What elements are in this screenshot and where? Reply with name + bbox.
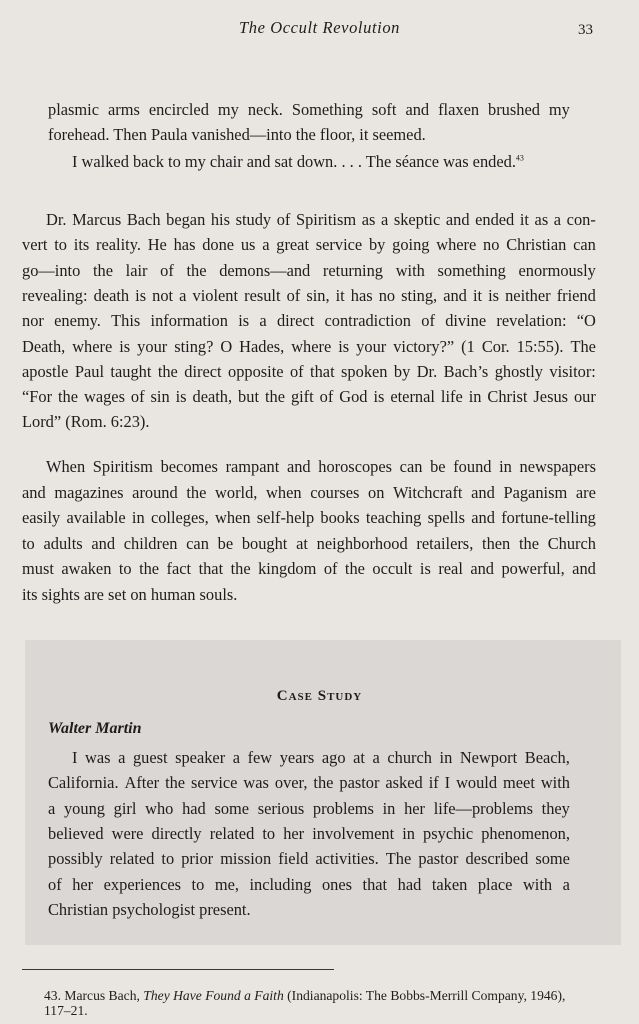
text-line	[46, 210, 596, 230]
justified-line: easily available in colleges, when self-help books teaching spells and fortune-telling	[22, 508, 596, 527]
text-line: its sights are set on human souls.	[22, 584, 238, 604]
running-header-title: The Occult Revolution	[238, 18, 401, 37]
justified-line: Dr. Marcus Bach began his study of Spiritism as a skeptic and ended it as a con-	[46, 210, 596, 229]
justified-line: of her experiences to me, including ones that had taken place with a	[48, 874, 570, 894]
footnote-book-title: They Have Found a Faith	[143, 988, 284, 1003]
footnote-line: 117–21.	[44, 1003, 88, 1018]
footnote-ref: 43	[515, 153, 524, 163]
text-line	[48, 875, 570, 895]
text-line	[72, 748, 570, 768]
justified-line: possibly related to prior mission field activities. The pastor described some	[48, 849, 570, 869]
text-line: Christian psychologist present.	[48, 899, 251, 919]
text-line	[22, 387, 596, 407]
text-line	[46, 457, 596, 477]
text-line	[22, 362, 596, 382]
justified-line: nor enemy. This information is a direct contradiction of divine revelation: “O	[22, 311, 596, 331]
text-line	[48, 773, 570, 793]
quote-line: forehead. Then Paula vanished—into the floor, it seemed.	[48, 125, 426, 144]
justified-line: apostle Paul taught the direct opposite of that spoken by Dr. Bach’s ghostly visitor:	[22, 361, 596, 381]
text-line	[22, 261, 596, 281]
text-line	[22, 483, 596, 503]
justified-line: revealing: death is not a violent result of sin, it has no sting, and it is neither friend	[22, 285, 596, 305]
quote-line	[48, 100, 570, 120]
quote-line	[72, 152, 524, 172]
text-line	[22, 508, 596, 528]
text-line	[22, 559, 596, 579]
case-study-author: Walter Martin	[48, 720, 142, 737]
justified-line: plasmic arms encircled my neck. Something soft and flaxen brushed my	[48, 100, 570, 119]
text-line	[22, 235, 596, 255]
justified-line: go—into the lair of the demons—and returning with something enormously	[22, 260, 596, 280]
justified-line: California. After the service was over, the pastor asked if I would meet with	[48, 773, 570, 793]
justified-line: a young girl who had some serious problems in her life—problems they	[48, 798, 570, 818]
justified-line: “For the wages of sin is death, but the gift of God is eternal life in Christ Jesus our	[22, 387, 596, 407]
justified-line: I was a guest speaker a few years ago at a church in Newport Beach,	[72, 748, 570, 767]
text-line	[22, 534, 596, 554]
text-line	[22, 337, 596, 357]
quote-text: I walked back to my chair and sat down. . . . The séance was ended.	[72, 152, 516, 171]
justified-line: When Spiritism becomes rampant and horoscopes can be found in newspapers	[46, 457, 596, 476]
footnote-line	[44, 987, 565, 1005]
justified-line: believed were directly related to her involvement in psychic phenomenon,	[48, 823, 570, 843]
footnote-rule	[22, 969, 334, 970]
justified-line: vert to its reality. He has done us a great service by going where no Christian can	[22, 235, 596, 255]
page-number: 33	[578, 22, 593, 38]
text-line	[48, 799, 570, 819]
justified-line: Death, where is your sting? O Hades, where is your victory?” (1 Cor. 15:55). The	[22, 336, 596, 356]
justified-line: must awaken to the fact that the kingdom of the occult is real and powerful, and	[22, 559, 596, 578]
footnote-prefix: 43. Marcus Bach,	[44, 988, 144, 1003]
text-line	[22, 286, 596, 306]
justified-line: and magazines around the world, when courses on Witchcraft and Paganism are	[22, 482, 596, 502]
text-line: Lord” (Rom. 6:23).	[22, 412, 150, 432]
text-line	[48, 824, 570, 844]
footnote-suffix: (Indianapolis: The Bobbs-Merrill Company, 1946),	[283, 988, 566, 1003]
case-study-title: Case Study	[276, 688, 363, 704]
text-line	[22, 311, 596, 331]
text-line	[48, 849, 570, 869]
justified-line: to adults and children can be bought at neighborhood retailers, then the Church	[22, 533, 596, 553]
